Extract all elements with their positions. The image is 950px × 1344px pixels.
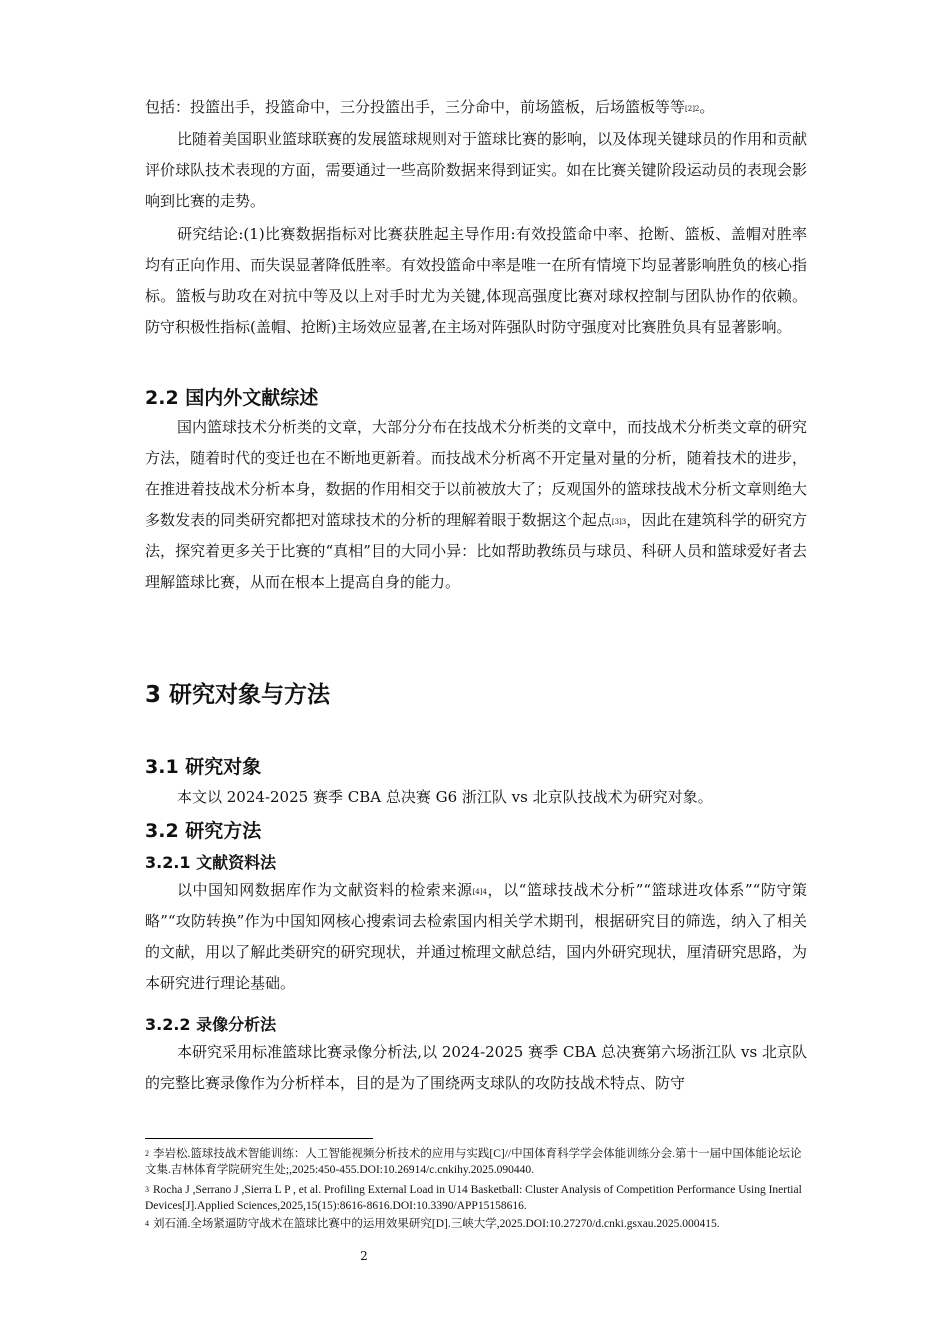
subsection-heading-3-2-1: 3.2.1 文献资料法 — [145, 853, 277, 872]
paragraph-nba-rules: 比随着美国职业篮球联赛的发展篮球规则对于篮球比赛的影响，以及体现关键球员的作用和贡献评价球队技术表现的方面，需要通过一些高阶数据来得到证实。如在比赛关键阶段运动员的表现会影响到比赛的走势。 — [145, 130, 808, 210]
footnote-2: $^2$ 李岩松.篮球技战术智能训练：人工智能视频分析技术的应用与实践[C]//中国体育科学学会体能训练分会.第十一届中国体能论坛论文集.吉林体育学院研究生处;,2025:450-455.DOI:10.26914/c.cnkihy.2025.090440. — [145, 1148, 802, 1176]
paragraph-stats-list: 包括：投篮出手，投篮命中，三分投篮出手，三分命中，前场篮板，后场篮板等等$^{[2]2}$。 — [145, 98, 715, 116]
chapter-heading-3: 3 研究对象与方法 — [145, 682, 331, 708]
citation-ref: [3]3 — [611, 518, 627, 526]
footnote-3: $^3$ Rocha J ,Serrano J ,Sierra L P , et al. Profiling External Load in U14 Basketball: Cluster Analysis of Competition Performance Using Inertial Devices[J].Applied Sciences,2025,15(15):8616-8616.DOI:10.3390/APP15158616. — [145, 1184, 802, 1212]
paragraph-research-object: 本文以 2024-2025 赛季 CBA 总决赛 G6 浙江队 vs 北京队技战术为研究对象。 — [177, 788, 713, 806]
footnote-4: $^4$ 刘石涌.全场紧逼防守战术在篮球比赛中的运用效果研究[D].三峡大学,2025.DOI:10.27270/d.cnki.gsxau.2025.000415. — [145, 1218, 720, 1230]
citation-ref: [2]2 — [685, 105, 700, 113]
paragraph-literature-review: 国内篮球技术分析类的文章，大部分分布在技战术分析类的文章中，而技战术分析类文章的研究方法，随着时代的变迁也在不断地更新着。而技战术分析离不开定量对量的分析，随着技术的进步，在推进着技战术分析本身，数据的作用相交于以前被放大了；反观国外的篮球技战术分析文章则绝大多数发表的同类研究都把对篮球技术的分析的理解着眼于数据这个起点$^{[3]3}$，因此在建筑科学的研究方法，探究着更多关于比赛的“真相”目的大同小异：比如帮助教练员与球员、科研人员和篮球爱好者去理解篮球比赛，从而在根本上提高自身的能力。 — [145, 418, 808, 591]
section-heading-2-2: 2.2 国内外文献综述 — [145, 387, 319, 409]
paragraph-conclusions: 研究结论:(1)比赛数据指标对比赛获胜起主导作用:有效投篮命中率、抢断、篮板、盖帽对胜率均有正向作用、而失误显著降低胜率。有效投篮命中率是唯一在所有情境下均显著影响胜负的核心指标。篮板与助攻在对抗中等及以上对手时尤为关键,体现高强度比赛对球权控制与团队协作的依赖。防守积极性指标(盖帽、抢断)主场效应显著,在主场对阵强队时防守强度对比赛胜负具有显著影响。 — [145, 225, 807, 336]
footnote-divider — [145, 1138, 373, 1139]
section-heading-3-2: 3.2 研究方法 — [145, 820, 262, 842]
section-heading-3-1: 3.1 研究对象 — [145, 756, 262, 778]
paragraph-video-analysis: 本研究采用标准篮球比赛录像分析法,以 2024-2025 赛季 CBA 总决赛第六场浙江队 vs 北京队的完整比赛录像作为分析样本，目的是为了围绕两支球队的攻防技战术特点、防守 — [145, 1043, 807, 1092]
paragraph-literature-method: 以中国知网数据库作为文献资料的检索来源$^{[4]4}$，以“篮球技战术分析”“篮球进攻体系”“防守策略”“攻防转换”作为中国知网核心搜索词去检索国内相关学术期刊，根据研究目的筛选，纳入了相关的文献，用以了解此类研究的研究现状，并通过梳理文献总结，国内外研究现状，厘清研究思路，为本研究进行理论基础。 — [145, 881, 807, 992]
subsection-heading-3-2-2: 3.2.2 录像分析法 — [145, 1015, 277, 1034]
page-number: 2 — [360, 1249, 368, 1263]
citation-ref: [4]4 — [472, 888, 487, 896]
